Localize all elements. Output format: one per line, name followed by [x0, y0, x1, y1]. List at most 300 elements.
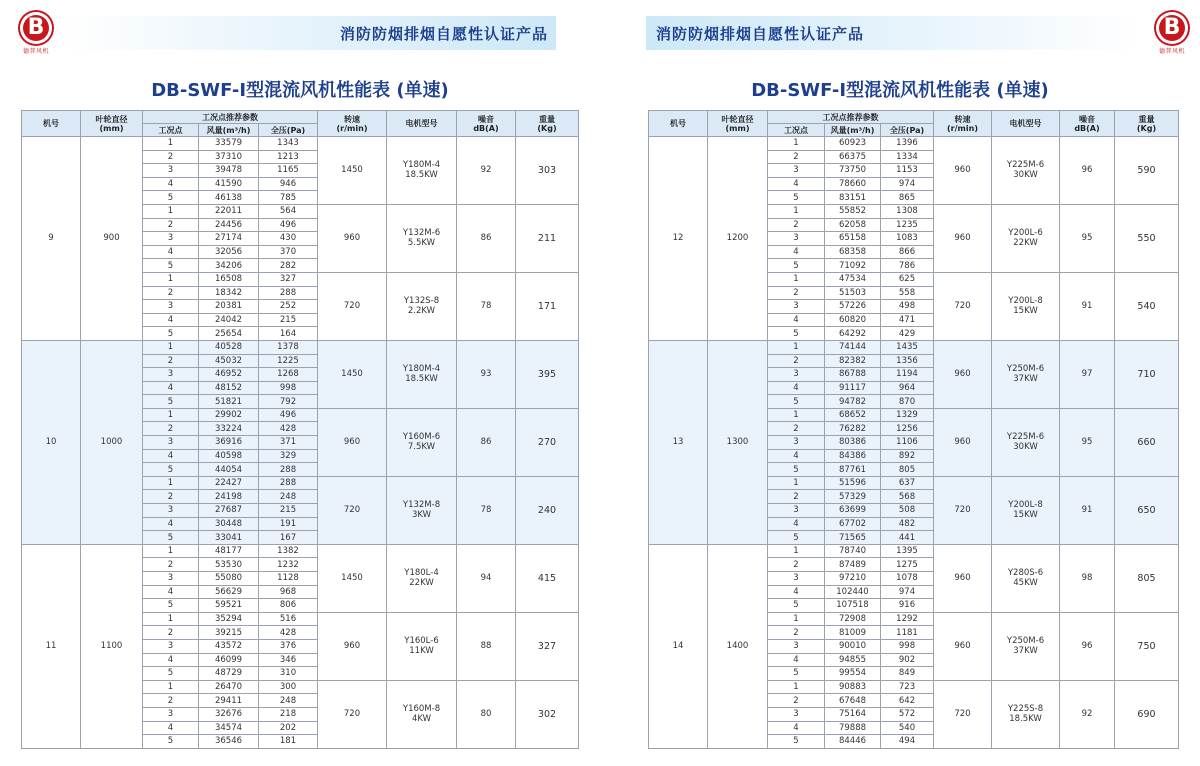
point-cell: 2: [143, 490, 199, 504]
pressure-cell: 1435: [881, 340, 934, 354]
header-noise: 噪音 dB(A): [457, 111, 516, 137]
point-cell: 5: [768, 531, 825, 545]
point-cell: 4: [143, 245, 199, 259]
point-cell: 4: [143, 313, 199, 327]
point-cell: 3: [143, 300, 199, 314]
point-cell: 2: [143, 626, 199, 640]
airflow-cell: 22427: [199, 476, 259, 490]
point-cell: 3: [768, 639, 825, 653]
pressure-cell: 508: [881, 504, 934, 518]
speed-cell: 720: [318, 680, 387, 748]
airflow-cell: 94782: [825, 395, 881, 409]
pressure-cell: 429: [881, 327, 934, 341]
point-cell: 4: [768, 177, 825, 191]
point-cell: 1: [143, 612, 199, 626]
pressure-cell: 998: [259, 381, 318, 395]
noise-cell: 86: [457, 408, 516, 476]
pressure-cell: 1382: [259, 544, 318, 558]
pressure-cell: 215: [259, 504, 318, 518]
airflow-cell: 82382: [825, 354, 881, 368]
pressure-cell: 723: [881, 680, 934, 694]
point-cell: 3: [768, 707, 825, 721]
noise-cell: 95: [1060, 408, 1115, 476]
motor-model-cell: Y200L-8 15KW: [992, 476, 1060, 544]
impeller-diameter-cell: 1100: [81, 544, 143, 748]
point-cell: 1: [768, 544, 825, 558]
airflow-cell: 53530: [199, 558, 259, 572]
point-cell: 5: [143, 259, 199, 273]
point-cell: 4: [768, 653, 825, 667]
speed-cell: 720: [318, 272, 387, 340]
airflow-cell: 78740: [825, 544, 881, 558]
point-cell: 5: [143, 531, 199, 545]
pressure-cell: 252: [259, 300, 318, 314]
point-cell: 3: [143, 504, 199, 518]
pressure-cell: 558: [881, 286, 934, 300]
header-motor-model: 电机型号: [387, 111, 457, 137]
point-cell: 5: [143, 463, 199, 477]
pressure-cell: 564: [259, 204, 318, 218]
pressure-cell: 202: [259, 721, 318, 735]
airflow-cell: 68652: [825, 408, 881, 422]
motor-model-cell: Y132M-6 5.5KW: [387, 204, 457, 272]
point-cell: 3: [768, 572, 825, 586]
pressure-cell: 1181: [881, 626, 934, 640]
airflow-cell: 46099: [199, 653, 259, 667]
point-cell: 3: [768, 164, 825, 178]
pressure-cell: 218: [259, 707, 318, 721]
point-cell: 5: [768, 327, 825, 341]
speed-cell: 960: [934, 544, 992, 612]
weight-cell: 240: [516, 476, 579, 544]
point-cell: 1: [768, 272, 825, 286]
point-cell: 1: [143, 340, 199, 354]
speed-cell: 1450: [318, 544, 387, 612]
machine-no-cell: 13: [649, 340, 708, 544]
airflow-cell: 25654: [199, 327, 259, 341]
pressure-cell: 637: [881, 476, 934, 490]
performance-table: [648, 110, 1179, 749]
airflow-cell: 83151: [825, 191, 881, 205]
airflow-cell: 63699: [825, 504, 881, 518]
header-airflow: 风量(m³/h): [825, 124, 881, 137]
airflow-cell: 48729: [199, 667, 259, 681]
point-cell: 3: [143, 436, 199, 450]
pressure-cell: 1334: [881, 150, 934, 164]
airflow-cell: 72908: [825, 612, 881, 626]
pressure-cell: 1213: [259, 150, 318, 164]
impeller-diameter-cell: 1400: [708, 544, 768, 748]
pressure-cell: 496: [259, 408, 318, 422]
airflow-cell: 67648: [825, 694, 881, 708]
pressure-cell: 946: [259, 177, 318, 191]
noise-cell: 86: [457, 204, 516, 272]
airflow-cell: 44054: [199, 463, 259, 477]
airflow-cell: 20381: [199, 300, 259, 314]
motor-model-cell: Y160M-8 4KW: [387, 680, 457, 748]
airflow-cell: 26470: [199, 680, 259, 694]
airflow-cell: 27174: [199, 232, 259, 246]
motor-model-cell: Y132S-8 2.2KW: [387, 272, 457, 340]
noise-cell: 94: [457, 544, 516, 612]
airflow-cell: 76282: [825, 422, 881, 436]
weight-cell: 550: [1115, 204, 1179, 272]
noise-cell: 91: [1060, 476, 1115, 544]
airflow-cell: 60820: [825, 313, 881, 327]
pressure-cell: 916: [881, 599, 934, 613]
machine-no-cell: 11: [22, 544, 81, 748]
logo-b-icon: B: [20, 12, 52, 44]
weight-cell: 540: [1115, 272, 1179, 340]
pressure-cell: 1308: [881, 204, 934, 218]
pressure-cell: 327: [259, 272, 318, 286]
noise-cell: 78: [457, 476, 516, 544]
point-cell: 1: [768, 408, 825, 422]
noise-cell: 97: [1060, 340, 1115, 408]
point-cell: 3: [143, 572, 199, 586]
pressure-cell: 974: [881, 585, 934, 599]
noise-cell: 95: [1060, 204, 1115, 272]
pressure-cell: 248: [259, 490, 318, 504]
weight-cell: 650: [1115, 476, 1179, 544]
pressure-cell: 625: [881, 272, 934, 286]
motor-model-cell: Y225M-6 30KW: [992, 137, 1060, 205]
point-cell: 2: [143, 422, 199, 436]
pressure-cell: 806: [259, 599, 318, 613]
pressure-cell: 1232: [259, 558, 318, 572]
airflow-cell: 16508: [199, 272, 259, 286]
speed-cell: 960: [318, 408, 387, 476]
pressure-cell: 1128: [259, 572, 318, 586]
point-cell: 4: [768, 721, 825, 735]
pressure-cell: 642: [881, 694, 934, 708]
airflow-cell: 71565: [825, 531, 881, 545]
header-point: 工况点: [143, 124, 199, 137]
airflow-cell: 24198: [199, 490, 259, 504]
pressure-cell: 1395: [881, 544, 934, 558]
company-logo: [14, 12, 58, 56]
weight-cell: 302: [516, 680, 579, 748]
header-speed: 转速 (r/min): [934, 111, 992, 137]
airflow-cell: 29411: [199, 694, 259, 708]
header-motor-model: 电机型号: [992, 111, 1060, 137]
airflow-cell: 33579: [199, 137, 259, 151]
logo-text: 德普风机: [1158, 48, 1185, 55]
noise-cell: 92: [457, 137, 516, 205]
airflow-cell: 39215: [199, 626, 259, 640]
airflow-cell: 75164: [825, 707, 881, 721]
point-cell: 4: [143, 177, 199, 191]
noise-cell: 78: [457, 272, 516, 340]
pressure-cell: 371: [259, 436, 318, 450]
speed-cell: 960: [934, 612, 992, 680]
point-cell: 4: [768, 245, 825, 259]
motor-model-cell: Y160L-6 11KW: [387, 612, 457, 680]
noise-cell: 96: [1060, 612, 1115, 680]
airflow-cell: 27687: [199, 504, 259, 518]
airflow-cell: 73750: [825, 164, 881, 178]
point-cell: 3: [143, 639, 199, 653]
motor-model-cell: Y250M-6 37KW: [992, 612, 1060, 680]
pressure-cell: 215: [259, 313, 318, 327]
airflow-cell: 56629: [199, 585, 259, 599]
header-pressure: 全压(Pa): [259, 124, 318, 137]
weight-cell: 590: [1115, 137, 1179, 205]
point-cell: 1: [768, 137, 825, 151]
point-cell: 5: [143, 735, 199, 749]
airflow-cell: 40528: [199, 340, 259, 354]
pressure-cell: 1106: [881, 436, 934, 450]
pressure-cell: 494: [881, 735, 934, 749]
motor-model-cell: Y132M-8 3KW: [387, 476, 457, 544]
weight-cell: 303: [516, 137, 579, 205]
pressure-cell: 428: [259, 422, 318, 436]
pressure-cell: 998: [881, 639, 934, 653]
pressure-cell: 428: [259, 626, 318, 640]
airflow-cell: 81009: [825, 626, 881, 640]
airflow-cell: 24042: [199, 313, 259, 327]
performance-table: [21, 110, 579, 749]
table-row: [22, 544, 579, 558]
pressure-cell: 498: [881, 300, 934, 314]
pressure-cell: 516: [259, 612, 318, 626]
point-cell: 5: [768, 259, 825, 273]
pressure-cell: 310: [259, 667, 318, 681]
pressure-cell: 288: [259, 463, 318, 477]
airflow-cell: 74144: [825, 340, 881, 354]
pressure-cell: 164: [259, 327, 318, 341]
airflow-cell: 107518: [825, 599, 881, 613]
page-title: DB-SWF-Ⅰ型混流风机性能表 (单速): [751, 80, 1049, 101]
airflow-cell: 36546: [199, 735, 259, 749]
point-cell: 2: [768, 286, 825, 300]
machine-no-cell: 9: [22, 137, 81, 341]
motor-model-cell: Y180M-4 18.5KW: [387, 340, 457, 408]
point-cell: 1: [143, 408, 199, 422]
point-cell: 1: [143, 272, 199, 286]
speed-cell: 960: [318, 204, 387, 272]
pressure-cell: 540: [881, 721, 934, 735]
airflow-cell: 94855: [825, 653, 881, 667]
weight-cell: 805: [1115, 544, 1179, 612]
point-cell: 4: [143, 381, 199, 395]
point-cell: 4: [143, 517, 199, 531]
airflow-cell: 78660: [825, 177, 881, 191]
header-pressure: 全压(Pa): [881, 124, 934, 137]
pressure-cell: 892: [881, 449, 934, 463]
pressure-cell: 968: [259, 585, 318, 599]
impeller-diameter-cell: 1300: [708, 340, 768, 544]
header-banner: [646, 16, 1142, 50]
point-cell: 3: [143, 707, 199, 721]
airflow-cell: 33041: [199, 531, 259, 545]
point-cell: 1: [768, 680, 825, 694]
point-cell: 1: [143, 137, 199, 151]
pressure-cell: 1235: [881, 218, 934, 232]
point-cell: 4: [143, 653, 199, 667]
pressure-cell: 167: [259, 531, 318, 545]
pressure-cell: 866: [881, 245, 934, 259]
airflow-cell: 29902: [199, 408, 259, 422]
impeller-diameter-cell: 1200: [708, 137, 768, 341]
pressure-cell: 1083: [881, 232, 934, 246]
noise-cell: 91: [1060, 272, 1115, 340]
point-cell: 3: [143, 164, 199, 178]
airflow-cell: 22011: [199, 204, 259, 218]
point-cell: 2: [143, 694, 199, 708]
airflow-cell: 90883: [825, 680, 881, 694]
point-cell: 5: [768, 667, 825, 681]
speed-cell: 720: [934, 272, 992, 340]
point-cell: 5: [768, 735, 825, 749]
point-cell: 2: [768, 422, 825, 436]
pressure-cell: 792: [259, 395, 318, 409]
pressure-cell: 785: [259, 191, 318, 205]
motor-model-cell: Y200L-8 15KW: [992, 272, 1060, 340]
pressure-cell: 288: [259, 286, 318, 300]
noise-cell: 92: [1060, 680, 1115, 748]
point-cell: 4: [143, 449, 199, 463]
table-row: [22, 137, 579, 151]
airflow-cell: 55852: [825, 204, 881, 218]
header-machine-no: 机号: [649, 111, 708, 137]
weight-cell: 710: [1115, 340, 1179, 408]
speed-cell: 720: [934, 680, 992, 748]
point-cell: 1: [143, 476, 199, 490]
airflow-cell: 36916: [199, 436, 259, 450]
pressure-cell: 1153: [881, 164, 934, 178]
pressure-cell: 191: [259, 517, 318, 531]
airflow-cell: 79888: [825, 721, 881, 735]
speed-cell: 720: [934, 476, 992, 544]
pressure-cell: 1292: [881, 612, 934, 626]
airflow-cell: 45032: [199, 354, 259, 368]
pressure-cell: 482: [881, 517, 934, 531]
airflow-cell: 97210: [825, 572, 881, 586]
airflow-cell: 30448: [199, 517, 259, 531]
pressure-cell: 572: [881, 707, 934, 721]
header-machine-no: 机号: [22, 111, 81, 137]
table-row: [22, 340, 579, 354]
pressure-cell: 441: [881, 531, 934, 545]
airflow-cell: 51503: [825, 286, 881, 300]
airflow-cell: 34574: [199, 721, 259, 735]
airflow-cell: 40598: [199, 449, 259, 463]
point-cell: 2: [768, 626, 825, 640]
airflow-cell: 71092: [825, 259, 881, 273]
banner-title: 消防防烟排烟自愿性认证产品: [339, 24, 548, 43]
point-cell: 2: [143, 354, 199, 368]
pressure-cell: 1194: [881, 368, 934, 382]
point-cell: 1: [768, 612, 825, 626]
pressure-cell: 786: [881, 259, 934, 273]
point-cell: 5: [143, 599, 199, 613]
noise-cell: 80: [457, 680, 516, 748]
point-cell: 2: [768, 150, 825, 164]
airflow-cell: 80386: [825, 436, 881, 450]
airflow-cell: 24456: [199, 218, 259, 232]
speed-cell: 960: [934, 340, 992, 408]
pressure-cell: 849: [881, 667, 934, 681]
motor-model-cell: Y225S-8 18.5KW: [992, 680, 1060, 748]
motor-model-cell: Y250M-6 37KW: [992, 340, 1060, 408]
speed-cell: 1450: [318, 340, 387, 408]
pressure-cell: 902: [881, 653, 934, 667]
airflow-cell: 37310: [199, 150, 259, 164]
speed-cell: 960: [934, 137, 992, 205]
point-cell: 2: [768, 558, 825, 572]
airflow-cell: 46952: [199, 368, 259, 382]
pressure-cell: 300: [259, 680, 318, 694]
pressure-cell: 282: [259, 259, 318, 273]
airflow-cell: 84386: [825, 449, 881, 463]
pressure-cell: 974: [881, 177, 934, 191]
airflow-cell: 51596: [825, 476, 881, 490]
right-page: [600, 0, 1200, 766]
weight-cell: 415: [516, 544, 579, 612]
airflow-cell: 57226: [825, 300, 881, 314]
motor-model-cell: Y180M-4 18.5KW: [387, 137, 457, 205]
point-cell: 5: [768, 395, 825, 409]
point-cell: 2: [143, 286, 199, 300]
noise-cell: 96: [1060, 137, 1115, 205]
pressure-cell: 1165: [259, 164, 318, 178]
airflow-cell: 62058: [825, 218, 881, 232]
logo-text: 德普风机: [22, 48, 49, 55]
airflow-cell: 39478: [199, 164, 259, 178]
airflow-cell: 102440: [825, 585, 881, 599]
pressure-cell: 964: [881, 381, 934, 395]
airflow-cell: 33224: [199, 422, 259, 436]
speed-cell: 960: [318, 612, 387, 680]
point-cell: 5: [143, 327, 199, 341]
point-cell: 5: [143, 667, 199, 681]
header-noise: 噪音 dB(A): [1060, 111, 1115, 137]
pressure-cell: 1396: [881, 137, 934, 151]
motor-model-cell: Y200L-6 22KW: [992, 204, 1060, 272]
airflow-cell: 55080: [199, 572, 259, 586]
airflow-cell: 67702: [825, 517, 881, 531]
header-banner: [62, 16, 556, 50]
point-cell: 3: [768, 232, 825, 246]
pressure-cell: 1256: [881, 422, 934, 436]
weight-cell: 750: [1115, 612, 1179, 680]
pressure-cell: 1343: [259, 137, 318, 151]
airflow-cell: 41590: [199, 177, 259, 191]
point-cell: 3: [768, 436, 825, 450]
machine-no-cell: 14: [649, 544, 708, 748]
header-weight: 重量 (Kg): [516, 111, 579, 137]
pressure-cell: 181: [259, 735, 318, 749]
point-cell: 5: [768, 599, 825, 613]
airflow-cell: 65158: [825, 232, 881, 246]
pressure-cell: 1078: [881, 572, 934, 586]
airflow-cell: 91117: [825, 381, 881, 395]
point-cell: 4: [768, 517, 825, 531]
point-cell: 1: [143, 544, 199, 558]
header-airflow: 风量(m³/h): [199, 124, 259, 137]
point-cell: 3: [768, 368, 825, 382]
airflow-cell: 84446: [825, 735, 881, 749]
motor-model-cell: Y160M-6 7.5KW: [387, 408, 457, 476]
weight-cell: 327: [516, 612, 579, 680]
pressure-cell: 329: [259, 449, 318, 463]
airflow-cell: 90010: [825, 639, 881, 653]
airflow-cell: 48152: [199, 381, 259, 395]
airflow-cell: 59521: [199, 599, 259, 613]
pressure-cell: 496: [259, 218, 318, 232]
point-cell: 4: [143, 585, 199, 599]
